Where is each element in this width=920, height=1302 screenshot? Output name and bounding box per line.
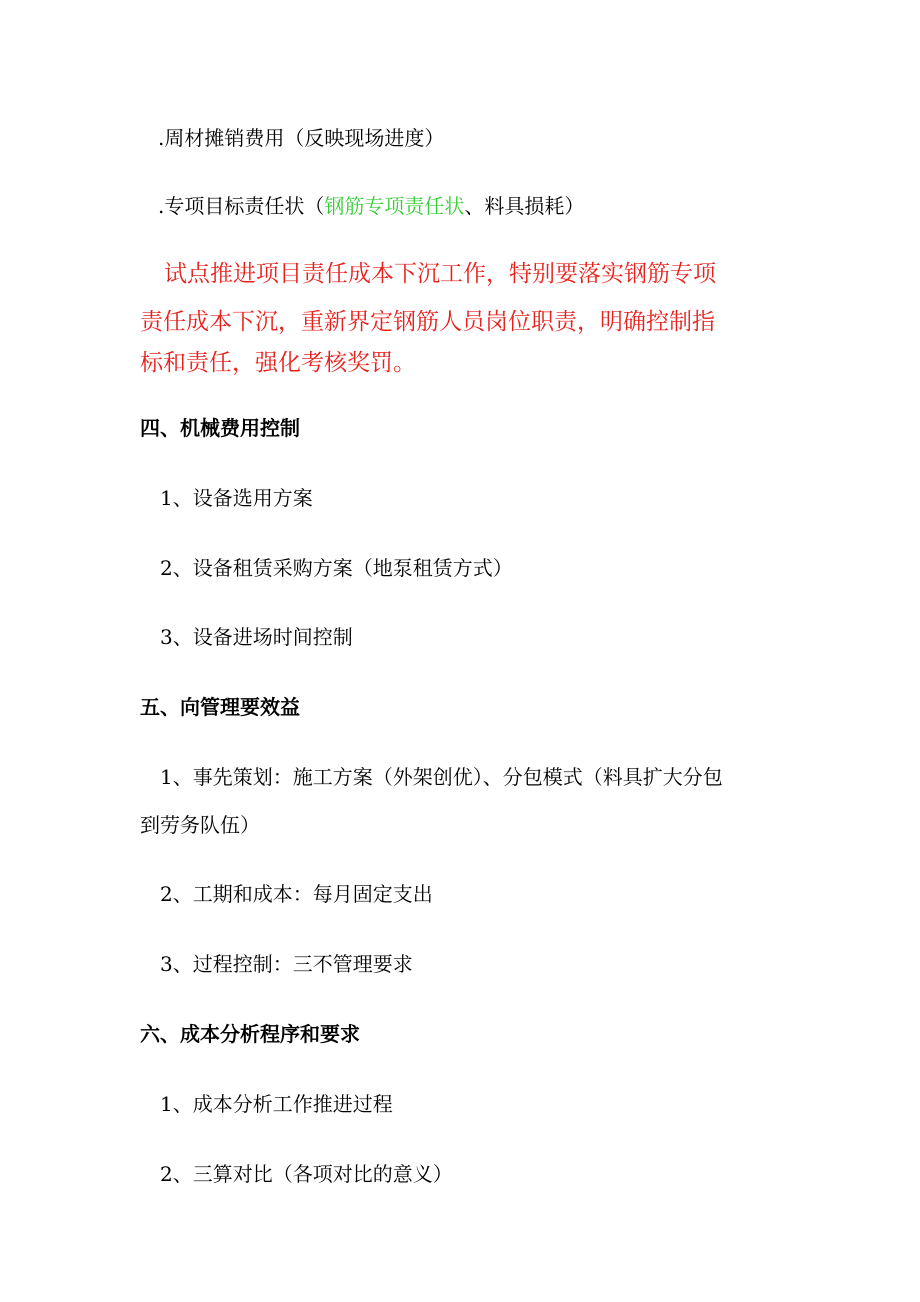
list-item-process-control: 3、过程控制：三不管理要求	[160, 952, 413, 976]
list-item-advance-planning: 1、事先策划：施工方案（外架创优）、分包模式（料具扩大分包	[160, 765, 723, 789]
item-special-responsibility-suffix: 、料具损耗）	[464, 194, 585, 218]
list-item-equipment-rental: 2、设备租赁采购方案（地泵租赁方式）	[160, 556, 513, 580]
emphasis-paragraph-line-1: 试点推进项目责任成本下沉工作，特别要落实钢筋专项	[164, 261, 716, 287]
section-heading-management-benefit: 五、向管理要效益	[140, 695, 300, 719]
item-special-responsibility-prefix: .专项目标责任状（	[158, 194, 325, 218]
item-special-responsibility	[158, 192, 584, 220]
emphasis-paragraph-line-3: 标和责任，强化考核奖罚。	[140, 350, 416, 376]
section-heading-machinery-cost: 四、机械费用控制	[140, 416, 300, 440]
list-item-advance-planning-continued: 到劳务队伍）	[140, 813, 260, 837]
list-item-equipment-selection: 1、设备选用方案	[160, 486, 313, 510]
item-material-amortization: .周材摊销费用（反映现场进度）	[158, 126, 445, 150]
list-item-cost-analysis-process: 1、成本分析工作推进过程	[160, 1092, 393, 1116]
list-item-equipment-entry-time: 3、设备进场时间控制	[160, 625, 353, 649]
list-item-schedule-cost: 2、工期和成本：每月固定支出	[160, 882, 433, 906]
list-item-three-calculation-comparison: 2、三算对比（各项对比的意义）	[160, 1162, 453, 1186]
rebar-responsibility-highlight: 钢筋专项责任状	[324, 194, 465, 218]
emphasis-paragraph-line-2: 责任成本下沉，重新界定钢筋人员岗位职责，明确控制指	[140, 309, 715, 335]
section-heading-cost-analysis: 六、成本分析程序和要求	[140, 1022, 360, 1046]
